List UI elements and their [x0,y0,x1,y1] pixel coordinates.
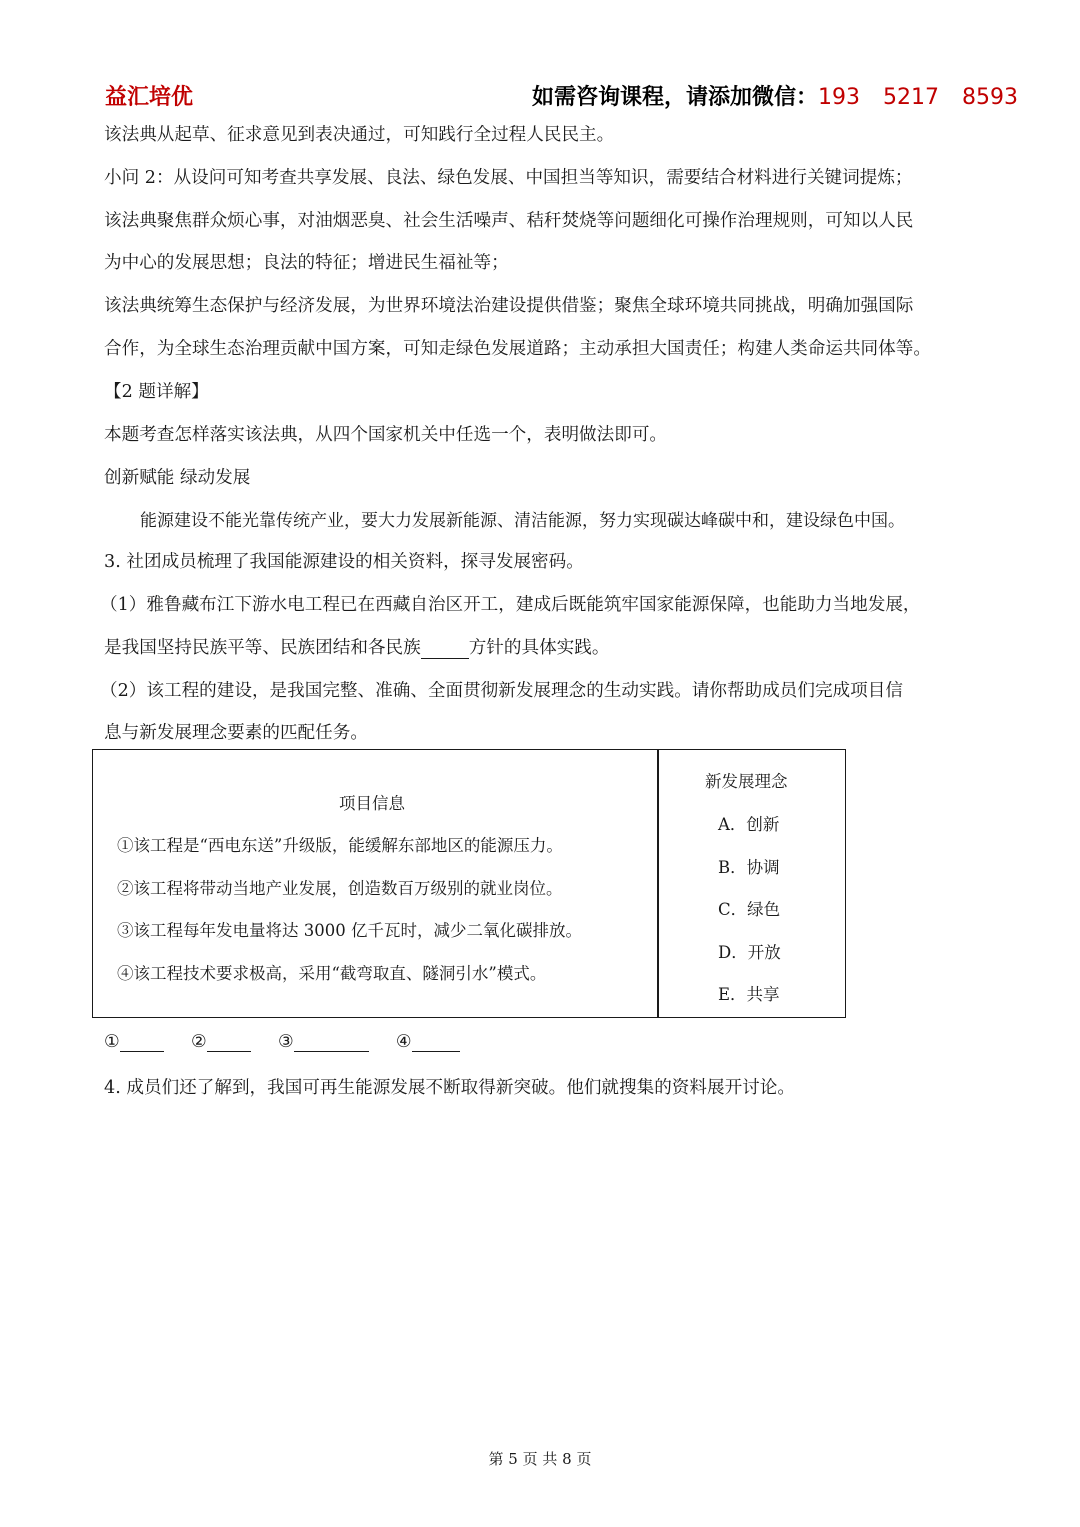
paragraph-5: 该法典统筹生态保护与经济发展，为世界环境法治建设提供借鉴；聚焦全球环境共同挑战，明确加强国际 [104,296,914,316]
answer-mark-2: ② [190,1032,207,1052]
table-item-3: ③该工程每年发电量将达 3000 亿千瓦时，减少二氧化碳排放。 [117,921,582,940]
brand-name: 益汇培优 [105,85,194,110]
theme-title: 创新赋能 绿动发展 [104,468,251,488]
phone-part-3: 8593 [961,85,1018,110]
question3-part1-line2 [104,634,609,659]
answer-blank-2[interactable] [207,1033,251,1052]
table-right-header: 新发展理念 [705,772,788,791]
answer-mark-3: ③ [277,1032,294,1052]
part1-after-blank: 方针的具体实践。 [468,638,610,658]
page-footer: 第 5 页 共 8 页 [488,1450,592,1468]
part1-before-blank: 是我国坚持民族平等、民族团结和各民族 [104,638,421,658]
matching-table [92,749,846,1018]
table-item-2: ②该工程将带动当地产业发展，创造数百万级别的就业岗位。 [117,879,563,898]
question3-part2-line1: （2）该工程的建设，是我国完整、准确、全面贯彻新发展理念的生动实践。请你帮助成员们完成项目信 [100,681,903,701]
section-heading: 【2 题详解】 [104,382,209,402]
option-e: E．共享 [718,985,780,1004]
paragraph-3: 该法典聚焦群众烦心事，对油烟恶臭、社会生活噪声、秸秆焚烧等问题细化可操作治理规则，可知以人民 [104,211,914,231]
phone-part-2: 5217 [883,85,939,110]
question3-stem: 3. 社团成员梳理了我国能源建设的相关资料，探寻发展密码。 [104,552,584,572]
question3-part1-line1: （1）雅鲁藏布江下游水电工程已在西藏自治区开工，建成后既能筑牢国家能源保障，也能助力当地发展， [100,595,921,615]
paragraph-2: 小问 2：从设问可知考查共享发展、良法、绿色发展、中国担当等知识，需要结合材料进行关键词提炼； [104,168,913,188]
paragraph-4: 为中心的发展思想；良法的特征；增进民生福祉等； [104,253,509,273]
contact-prefix: 如需咨询课程，请添加微信： [532,85,819,110]
answer-row [104,1032,460,1052]
table-left-header: 项目信息 [339,794,405,813]
option-a: A．创新 [718,815,780,834]
table-item-1: ①该工程是“西电东送”升级版，能缓解东部地区的能源压力。 [117,836,563,855]
answer-blank-4[interactable] [412,1033,460,1052]
intro-text: 能源建设不能光靠传统产业，要大力发展新能源、清洁能源，努力实现碳达峰碳中和，建设绿色中国。 [140,511,905,531]
paragraph-1: 该法典从起草、征求意见到表决通过，可知践行全过程人民民主。 [104,125,615,145]
option-c: C．绿色 [718,900,781,919]
question4: 4. 成员们还了解到，我国可再生能源发展不断取得新突破。他们就搜集的资料展开讨论。 [104,1078,795,1098]
answer-mark-4: ④ [395,1032,412,1052]
option-b: B．协调 [718,858,780,877]
paragraph-6: 合作，为全球生态治理贡献中国方案，可知走绿色发展道路；主动承担大国责任；构建人类命运共同体等。 [104,339,931,359]
answer-mark-1: ① [104,1032,120,1052]
contact-info [532,80,1018,111]
table-divider [657,750,659,1017]
answer-blank[interactable] [421,640,469,659]
answer-blank-3[interactable] [294,1033,369,1052]
option-d: D．开放 [718,943,781,962]
table-item-4: ④该工程技术要求极高，采用“截弯取直、隧洞引水”模式。 [117,964,547,983]
question3-part2-line2: 息与新发展理念要素的匹配任务。 [104,723,368,743]
answer-blank-1[interactable] [120,1033,164,1052]
paragraph-7: 本题考查怎样落实该法典，从四个国家机关中任选一个，表明做法即可。 [104,425,668,445]
phone-part-1: 193 [818,85,861,110]
